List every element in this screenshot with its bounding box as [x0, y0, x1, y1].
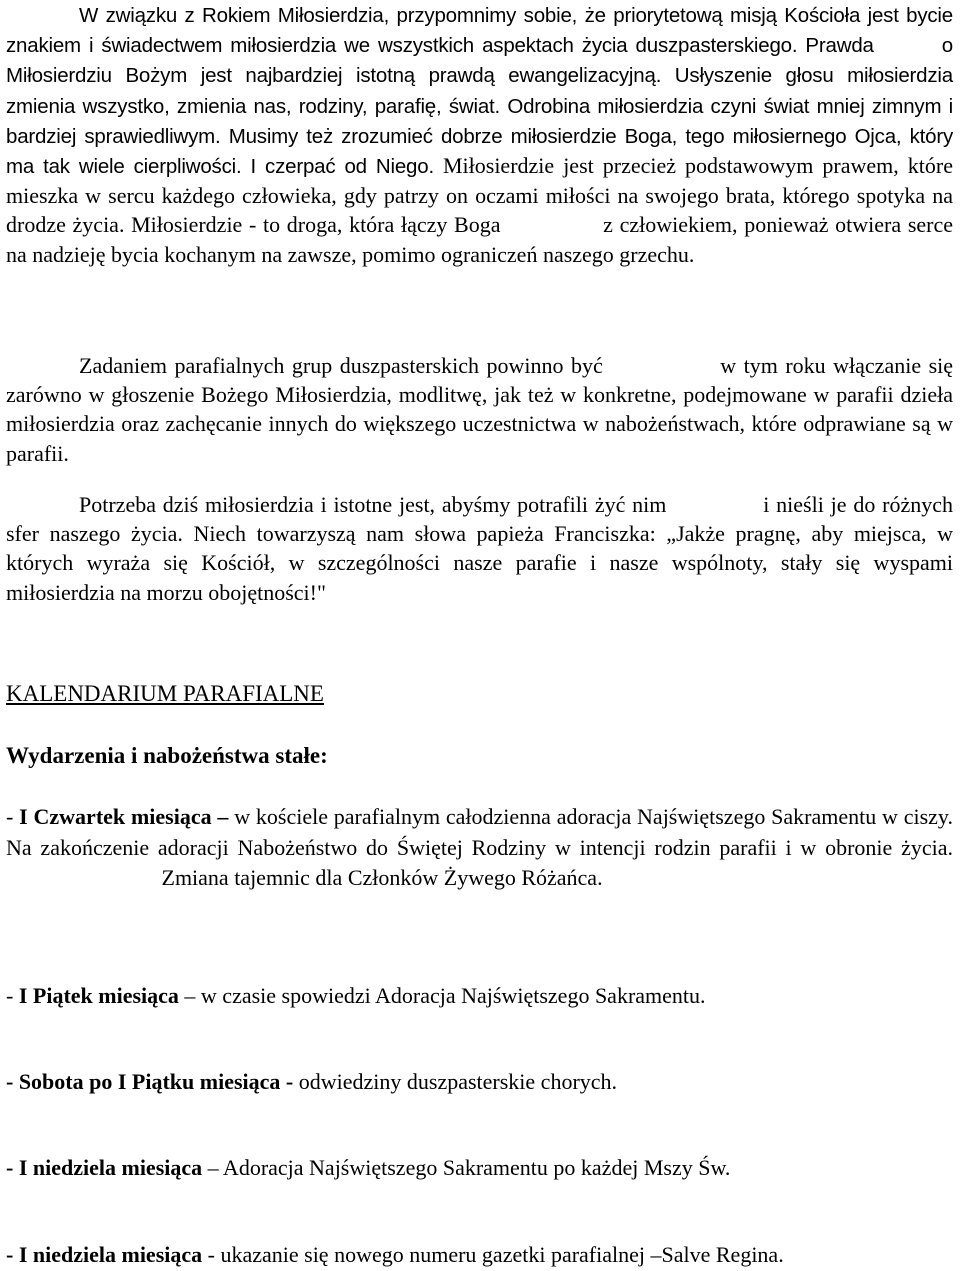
paragraph-need-for-mercy-part2: i nieśli je do różnych sfer naszego życia. Niech towarzyszą nam słowa papieża Franciszka: „Jakże pragnę, aby miejsca, w których wyraża się Kościół, w szczególności nasze parafie i nasze wspólnoty, stały się wyspami miłosierdzia na morzu obojętności!": [6, 492, 953, 605]
paragraph-mercy-mission-part2: o Miłosierdziu Bożym jest najbardziej istotną prawdą ewangelizacyjną. Usłyszenie głosu miłosierdzia zmienia wszystko, zmienia nas, rodziny, parafię, świat. Odrobina miłosierdzia czyni świat mniej zimnym i bardziej sprawiedliwym. Musimy też zrozumieć dobrze miłosierdzie Boga, tego miłosiernego Ojca, który ma tak wiele cierpliwości. I czerpać od Niego.: [6, 34, 953, 179]
event-text: – w czasie spowiedzi Adoracja Najświętszego Sakramentu.: [178, 983, 706, 1008]
event-label: - Sobota po I Piątku miesiąca -: [6, 1069, 294, 1094]
event-first-thursday: - I Czwartek miesiąca – w kościele parafialnym całodzienna adoracja Najświętszego Sakramentu w ciszy. Na zakończenie adoracji Nabożeństwo do Świętej Rodziny w intencji rodzin parafii i w obronie życia. Zmiana tajemnic dla Członków Żywego Różańca.: [6, 804, 953, 890]
event-first-sunday-adoration: [6, 1153, 953, 1184]
paragraph-mercy-mission: [6, 0, 953, 269]
event-text: - ukazanie się nowego numeru gazetki parafialnej –Salve Regina.: [202, 1242, 784, 1267]
event-first-friday: - I Piątek miesiąca – w czasie spowiedzi Adoracja Najświętszego Sakramentu.: [6, 983, 706, 1008]
paragraph-pastoral-groups: [6, 351, 953, 468]
paragraph-need-for-mercy: [6, 490, 953, 607]
paragraph-mercy-mission-part1: W związku z Rokiem Miłosierdzia, przypomnimy sobie, że priorytetową misją Kościoła jest bycie znakiem i świadectwem miłosierdzia we wszystkich aspektach życia duszpasterskiego. Prawda: [6, 4, 953, 58]
paragraph-pastoral-groups-part1: Zadaniem parafialnych grup duszpasterskich powinno być: [79, 353, 603, 378]
event-text: – Adoracja Najświętszego Sakramentu po każdej Mszy Św.: [202, 1155, 731, 1180]
event-saturday-after-first-friday: [6, 1067, 953, 1098]
event-label: I Piątek miesiąca: [18, 983, 179, 1008]
paragraph-mercy-mission-part4: z człowiekiem, ponieważ otwiera serce na nadzieję bycia kochanym na zawsze, pomimo ograniczeń naszego grzechu.: [6, 212, 954, 267]
event-label: I Czwartek miesiąca –: [19, 804, 229, 829]
calendar-title: KALENDARIUM PARAFIALNE: [6, 681, 324, 706]
event-label: - I niedziela miesiąca: [6, 1155, 203, 1180]
paragraph-mercy-mission-part3: Miłosierdzie jest przecież podstawowym prawem, które mieszka w sercu każdego człowieka, gdy patrzy on oczami miłości na swojego brata, którego spotyka na drodze życia. Miłosierdzie - to droga, która łączy Boga: [6, 153, 953, 238]
event-text: w kościele parafialnym całodzienna adoracja Najświętszego Sakramentu w ciszy. Na zakończenie adoracji Nabożeństwo do Świętej Rodziny w intencji rodzin parafii i w obronie życia.: [6, 804, 953, 860]
paragraph-pastoral-groups-part2: w tym roku włączanie się zarówno w głoszenie Bożego Miłosierdzia, modlitwę, jak też w konkretne, podejmowane w parafii dzieła miłosierdzia oraz zachęcanie innych do większego uczestnictwa w nabożeństwach, które odprawiane są w parafii.: [6, 353, 954, 466]
paragraph-need-for-mercy-part1: Potrzeba dziś miłosierdzia i istotne jest, abyśmy potrafili żyć nim: [79, 492, 667, 517]
calendar-subtitle: Wydarzenia i nabożeństwa stałe:: [6, 743, 328, 768]
event-text-2: Zmiana tajemnic dla Członków Żywego Różańca.: [161, 865, 603, 890]
event-text: odwiedziny duszpasterskie chorych.: [293, 1069, 618, 1094]
event-label: - I niedziela miesiąca: [6, 1242, 203, 1267]
event-first-sunday-newsletter: [6, 1240, 953, 1271]
